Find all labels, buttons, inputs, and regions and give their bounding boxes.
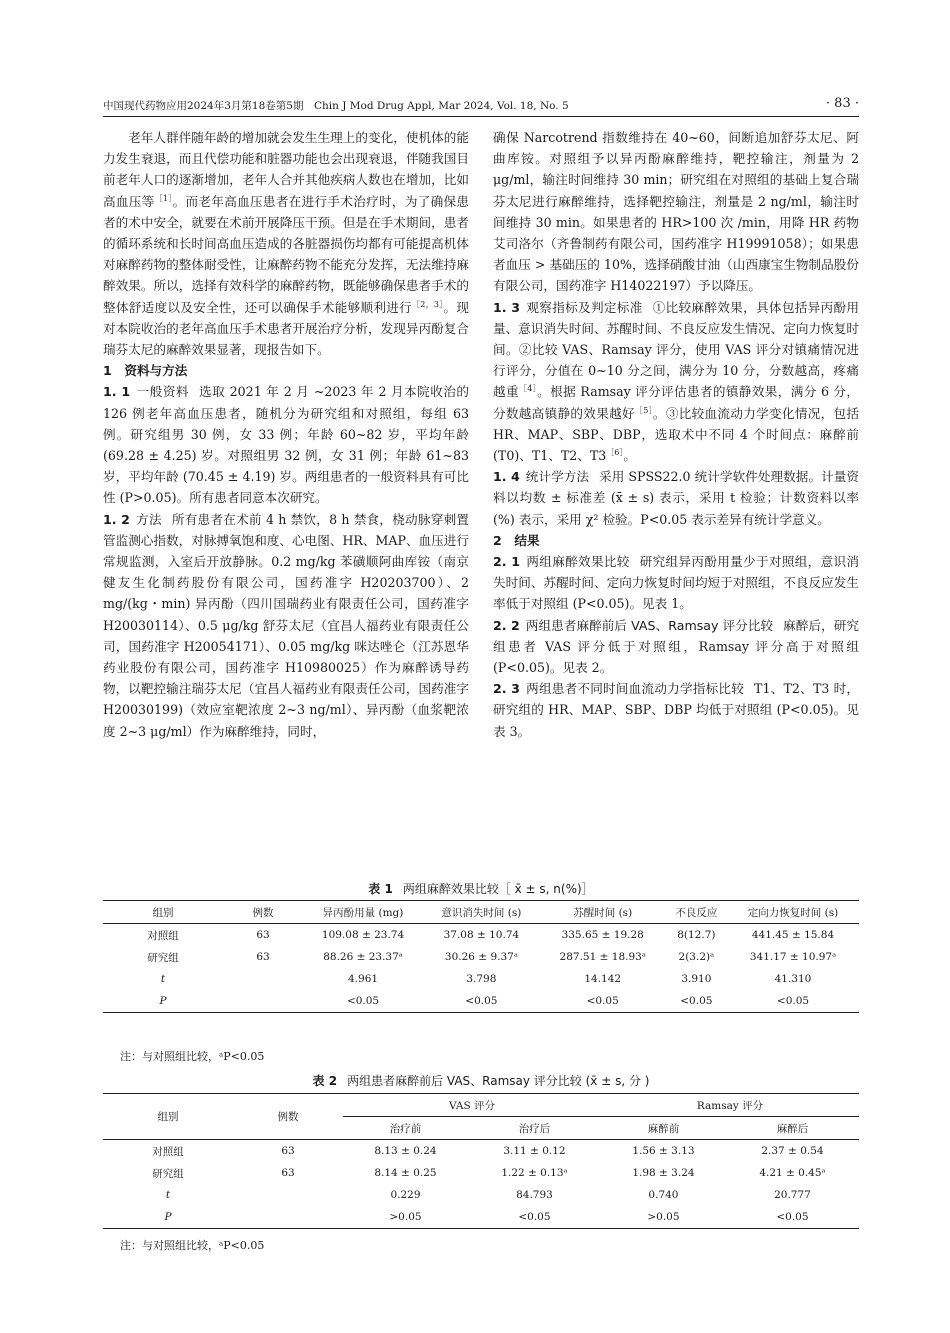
table-row (103, 1184, 859, 1206)
table1-title: 两组麻醉效果比较［ x̄ ± s, n(%)］ (402, 882, 594, 896)
table-cell: 对照组 (147, 929, 179, 942)
table-row (103, 946, 859, 968)
table-cell: 63 (256, 929, 270, 941)
table-cell: P (103, 1206, 233, 1229)
section-heading-2: 2 结果 (493, 532, 540, 548)
subsection-1-3: 1. 3 观察指标及判定标准 ①比较麻醉效果，具体包括异丙酚用量、意识消失时间、苏醒时间、不良反应发生情况、定向力恢复时间。②比较 VAS、Ramsay 评分，使用 VAS 评分对镇痛情况进行评分，分值在 0~10 分之间，满分为 10 分，分数越高，疼痛越重$^{[4]}$。根据 Ramsay 评分评估患者的镇静效果，满分 6 分，分数越高镇静的效果越好$^{[5]}$。③比较血流动力学变化情况，包括 HR、MAP、SBP、DBP，选取术中不同 4 个时间点：麻醉前 (T0)、T1、T2、$T3^{[6]}$。 (493, 299, 860, 464)
table-row (103, 924, 859, 947)
citation-ref: ［4］ (518, 384, 538, 394)
table-cell: 0.229 (390, 1189, 421, 1201)
table-cell: 14.142 (584, 973, 622, 985)
table-cell: 441.45 ± 15.84 (751, 929, 835, 941)
table2-header: VAS 评分 (343, 1094, 601, 1117)
journal-citation: 中国现代药物应用2024年3月第18卷第5期 Chin J Mod Drug Appl, Mar 2024, Vol. 18, No. 5 (103, 100, 569, 112)
citation-ref: ［6］ (606, 447, 624, 457)
table1-header: 例数 (223, 901, 303, 924)
table-cell: <0.05 (303, 990, 423, 1013)
table-cell: 1.56 ± 3.13 (632, 1145, 695, 1157)
table2-header-row (103, 1094, 859, 1117)
table1-header: 不良反应 (666, 901, 727, 924)
left-column (103, 127, 469, 742)
table-cell: 341.17 ± 10.97ᵃ (749, 951, 837, 963)
table-row (103, 1206, 859, 1229)
table-cell: 4.21 ± 0.45ᵃ (759, 1167, 826, 1179)
table-cell: 109.08 ± 23.74 (321, 929, 405, 941)
subsection-1-4: 1. 4 统计学方法 采用 SPSS22.0 统计学软件处理数据。计量资料以均数 ± 标准差 (x̄ ± s) 表示，采用 t 检验；计数资料以率 (%) 表示，采用 χ² 检验。P<0.05 表示差异有统计学意义。 (493, 469, 859, 527)
table-cell: <0.05 (540, 990, 666, 1013)
table-cell: >0.05 (343, 1206, 468, 1229)
table-cell: 0.740 (648, 1189, 679, 1201)
citation-ref: ［5］ (634, 405, 653, 415)
table-cell: 4.961 (348, 973, 379, 985)
table-cell: t (165, 1189, 171, 1201)
table-cell: 8.14 ± 0.25 (374, 1167, 437, 1179)
table2 (103, 1093, 859, 1229)
table1-header: 意识消失时间 (s) (423, 901, 540, 924)
table-cell: <0.05 (726, 1206, 859, 1229)
table-row (103, 990, 859, 1013)
table-cell: t (160, 973, 166, 985)
table-cell: 3.11 ± 0.12 (503, 1145, 566, 1157)
methods-continued: 确保 Narcotrend 指数维持在 40~60，间断追加舒芬太尼、阿曲库铵。对照组予以异丙酚麻醉维持，靶控输注，剂量为 2 μg/ml，输注时间维持 30 min；研究组在对照组的基础上复合瑞芬太尼进行麻醉维持，选择靶控输注，剂量是 2 ng/ml，输注时间维持 30 min。如果患者的 HR>100 次 /min，用降 HR 药物艾司洛尔（齐鲁制药有限公司，国药准字 H19991058）；如果患者血压 > 基础压的 10%，选择硝酸甘油（山西康宝生物制品股份有限公司，国药准字 H14022197）予以降压。 (493, 130, 859, 294)
citation-ref: ［1］ (154, 193, 173, 203)
table2-subheader: 治疗前 (343, 1117, 468, 1140)
table-cell (223, 990, 303, 1013)
table1-caption (103, 880, 859, 897)
table1-header: 组别 (103, 901, 223, 924)
table-row (103, 968, 859, 990)
table-row (103, 1140, 859, 1163)
table1-header: 定向力恢复时间 (s) (727, 901, 859, 924)
subsection-2-2: 2. 2 两组患者麻醉前后 VAS、Ramsay 评分比较 麻醉后，研究组患者 VAS 评分低于对照组，Ramsay 评分高于对照组 (P<0.05)。见表 2。 (493, 617, 860, 676)
table-cell: 对照组 (152, 1145, 184, 1158)
table2-note: 注：与对照组比较，ᵃP<0.05 (120, 1239, 265, 1252)
subsection-1-1: 1. 1 一般资料 选取 2021 年 2 月 ~2023 年 2 月本院收治的 126 例老年高血压患者，随机分为研究组和对照组，每组 63 例。研究组男 30 例，女 33 例；年龄 60~82 岁，平均年龄 (69.28 ± 4.25) 岁。对照组男 32 例，女 31 例；年龄 61~83 岁，平均年龄 (70.45 ± 4.19) 岁。两组患者的一般资料具有可比性 (P>0.05)。所有患者同意本次研究。 (103, 384, 469, 506)
table2-subheader: 麻醉后 (726, 1117, 859, 1140)
table2-header: Ramsay 评分 (601, 1094, 859, 1117)
right-column (493, 127, 859, 742)
table2-label: 表 2 (312, 1074, 338, 1088)
table-cell: 63 (281, 1145, 295, 1157)
table-cell (233, 1184, 343, 1206)
table-cell: 1.22 ± 0.13ᵃ (501, 1167, 568, 1179)
table1-header: 苏醒时间 (s) (540, 901, 666, 924)
table-cell (223, 968, 303, 990)
subsection-2-1: 2. 1 两组麻醉效果比较 研究组异丙酚用量少于对照组，意识消失时间、苏醒时间、定向力恢复时间均短于对照组，不良反应发生率低于对照组 (P<0.05)。见表 1。 (493, 554, 860, 612)
table1-header: 异丙酚用量 (mg) (303, 901, 423, 924)
table-cell: 8.13 ± 0.24 (374, 1145, 437, 1157)
table-cell: 88.26 ± 23.37ᵃ (323, 951, 403, 963)
table1-note: 注：与对照组比较，ᵃP<0.05 (120, 1050, 265, 1063)
table-cell: 8(12.7) (677, 929, 716, 941)
table2-subheader: 麻醉前 (601, 1117, 726, 1140)
table1-label: 表 1 (368, 882, 393, 896)
table-cell: 2.37 ± 0.54 (761, 1145, 824, 1157)
table-cell: <0.05 (468, 1206, 601, 1229)
table-cell: 287.51 ± 18.93ᵃ (559, 951, 646, 963)
citation-ref: ［2，3］ (411, 299, 444, 309)
table-cell: 2(3.2)ᵃ (678, 951, 715, 963)
table-cell: 研究组 (147, 951, 179, 964)
table-cell: 63 (256, 951, 270, 963)
table-cell: 30.26 ± 9.37ᵃ (444, 951, 518, 963)
table-cell: 41.310 (774, 973, 812, 985)
table1-header-row (103, 901, 859, 924)
table2-header: 例数 (233, 1094, 343, 1140)
table-cell: >0.05 (601, 1206, 726, 1229)
table2-header: 组别 (103, 1094, 233, 1140)
subsection-2-3: 2. 3 两组患者不同时间血流动力学指标比较 T1、T2、T3 时，研究组的 HR、MAP、SBP、DBP 均低于对照组 (P<0.05)。见表 3。 (493, 681, 860, 739)
table-cell: 1.98 ± 3.24 (632, 1167, 695, 1179)
table-cell: 3.910 (681, 973, 712, 985)
table-cell: <0.05 (423, 990, 540, 1013)
table-cell: 20.777 (774, 1189, 811, 1201)
table2-title: 两组患者麻醉前后 VAS、Ramsay 评分比较 (x̄ ± s, 分 ) (347, 1074, 650, 1088)
table-cell (233, 1206, 343, 1229)
table2-subheader: 治疗后 (468, 1117, 601, 1140)
section-heading-1: 1 资料与方法 (103, 363, 188, 379)
subsection-1-2: 1. 2 方法 所有患者在术前 4 h 禁饮，8 h 禁食，桡动脉穿刺置管监测心指数，对脉搏氧饱和度、心电图、HR、MAP、血压进行常规监测，入室后开放静脉。0.2 mg/kg 苯磺顺阿曲库铵（南京健友生化制药股份有限公司，国药准字 H20203700）、2 mg/(kg・min) 异丙酚（四川国瑞药业有限责任公司，国药准字 H20030114）、0.5 μg/kg 舒芬太尼（宜昌人福药业有限责任公司，国药准字 H20054171）、0.05 mg/kg 咪达唑仑（江苏恩华药业股份有限公司，国药准字 H10980025）作为麻醉诱导药物，以靶控输注瑞芬太尼（宜昌人福药业有限责任公司，国药准字 H20030199)（效应室靶浓度 2~3 ng/ml）、异丙酚（血浆靶浓度 2~3 μg/ml）作为麻醉维持，同时， (103, 511, 469, 739)
intro-paragraph: 老年人群伴随年龄的增加就会发生生理上的变化，使机体的能力发生衰退，而且代偿功能和脏器功能也会出现衰退，伴随我国目前老年人口的逐渐增加，老年人合并其他疾病人数也在增加，比如高血压等$^{[1]}$。而老年高血压患者在进行手术治疗时，为了确保患者的术中安全，就要在术前开展降压干预。但是在手术期间，患者的循环系统和长时间高血压造成的各脏器损伤均都有可能提高机体对麻醉药物的整体耐受性，让麻醉药物不能充分发挥，无法维持麻醉效果。所以，选择有效科学的麻醉药物，既能够确保患者手术的整体舒适度以及安全性，还可以确保手术能够顺利进行$^{[2,3]}$。现对本院收治的老年高血压手术患者开展治疗分析，发现异丙酚复合瑞芬太尼的麻醉效果显著，现报告如下。 (103, 130, 470, 358)
table-cell: 研究组 (152, 1167, 184, 1180)
table-row (103, 1162, 859, 1184)
table-cell: <0.05 (727, 990, 859, 1013)
table-cell: 63 (281, 1167, 295, 1179)
table-cell: P (103, 990, 223, 1013)
table2-caption (103, 1072, 859, 1089)
table-cell: <0.05 (666, 990, 727, 1013)
table-cell: 3.798 (466, 973, 497, 985)
page-number: · 83 · (825, 96, 859, 111)
running-header (103, 96, 859, 117)
table-cell: 37.08 ± 10.74 (443, 929, 520, 941)
table1 (103, 900, 859, 1013)
table-cell: 84.793 (516, 1189, 553, 1201)
table-cell: 335.65 ± 19.28 (561, 929, 644, 941)
